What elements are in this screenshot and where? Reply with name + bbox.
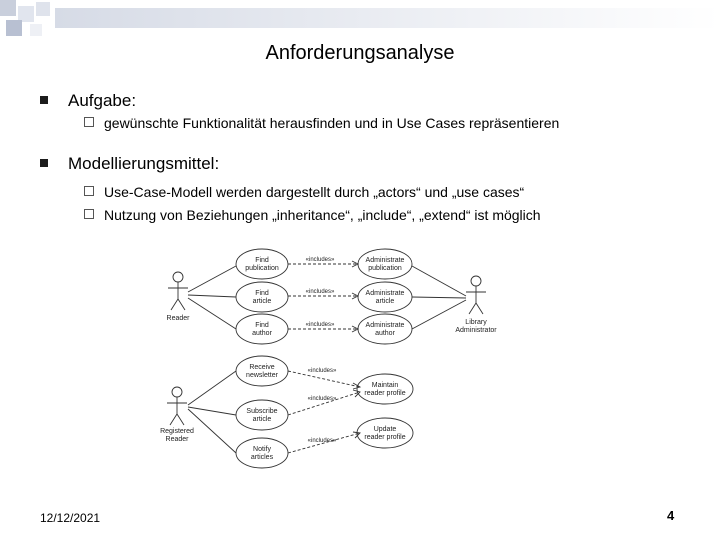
uc-label: Update — [373, 426, 397, 433]
sub-bullet-text: gewünschte Funktionalität herausfinden und in Use Cases repräsentieren — [104, 115, 560, 131]
decorative-header-squares — [0, 0, 720, 40]
uc-label: author — [375, 330, 395, 337]
checkbox-bullet-icon — [84, 186, 94, 196]
sub-bullet — [104, 115, 559, 131]
sub-bullet-text: Use-Case-Modell werden dargestellt durch „actors“ und „use cases“ — [104, 184, 525, 200]
use-case-admin-publication — [358, 249, 412, 279]
relation-label: «includes» — [307, 438, 337, 444]
bullet-modellierungsmittel — [68, 154, 219, 174]
use-case-update-reader-profile — [357, 418, 413, 448]
uc-label: Subscribe — [246, 408, 278, 415]
page-number: 4 — [667, 508, 675, 523]
use-case-subscribe-article — [236, 400, 288, 430]
bullet-text: Aufgabe: — [68, 91, 137, 110]
actor-library-admin-icon — [466, 276, 486, 314]
uc-label: author — [252, 330, 272, 337]
actor-label-registered: Registered — [160, 428, 194, 435]
sub-bullet-text: Nutzung von Beziehungen „inheritance“, „include“, „extend“ ist möglich — [104, 207, 541, 223]
use-case-admin-author — [358, 314, 412, 344]
slide-title: Anforderungsanalyse — [265, 42, 455, 64]
relation-label: «includes» — [307, 396, 337, 402]
uc-label: Maintain — [371, 382, 399, 389]
use-case-find-author — [236, 314, 288, 344]
square-bullet-icon — [40, 159, 48, 167]
uc-label: Find — [255, 322, 269, 329]
use-case-maintain-reader-profile — [357, 374, 413, 404]
uc-label: Find — [255, 290, 269, 297]
uc-label: article — [252, 416, 272, 423]
relation-label: «includes» — [305, 257, 335, 263]
actor-reader-icon — [168, 272, 188, 310]
use-case-find-article — [236, 282, 288, 312]
relation-label: «includes» — [305, 322, 335, 328]
use-case-find-publication — [236, 249, 288, 279]
use-case-notify-articles — [236, 438, 288, 468]
uc-label: articles — [250, 454, 274, 461]
actor-registered-reader-icon — [167, 387, 187, 425]
footer-date: 12/12/2021 — [40, 511, 101, 525]
actor-label-reader: Reader — [166, 315, 190, 322]
uc-label: reader profile — [364, 434, 406, 441]
uc-label: Find — [255, 257, 269, 264]
actor-label-library: Library — [465, 319, 487, 326]
uc-label: Administrate — [365, 322, 405, 329]
relation-label: «includes» — [305, 289, 335, 295]
uc-label: Notify — [253, 446, 271, 453]
bullet-aufgabe — [68, 91, 136, 111]
uc-label: article — [252, 298, 272, 305]
actor-label-administrator: Administrator — [455, 327, 497, 334]
square-bullet-icon — [40, 96, 48, 104]
use-case-receive-newsletter — [236, 356, 288, 386]
use-case-diagram — [160, 240, 520, 475]
relation-label: «includes» — [307, 368, 337, 374]
uc-label: newsletter — [246, 372, 278, 379]
uc-label: publication — [368, 265, 402, 272]
checkbox-bullet-icon — [84, 117, 94, 127]
uc-label: Administrate — [365, 290, 405, 297]
bullet-text: Modellierungsmittel: — [68, 154, 220, 173]
uc-label: publication — [245, 265, 279, 272]
use-case-admin-article — [358, 282, 412, 312]
checkbox-bullet-icon — [84, 209, 94, 219]
sub-bullet — [104, 207, 541, 223]
sub-bullet — [104, 184, 524, 200]
uc-label: article — [375, 298, 395, 305]
uc-label: Administrate — [365, 257, 405, 264]
uc-label: Receive — [249, 364, 275, 371]
uc-label: reader profile — [364, 390, 406, 397]
actor-label-reader2: Reader — [165, 436, 189, 443]
